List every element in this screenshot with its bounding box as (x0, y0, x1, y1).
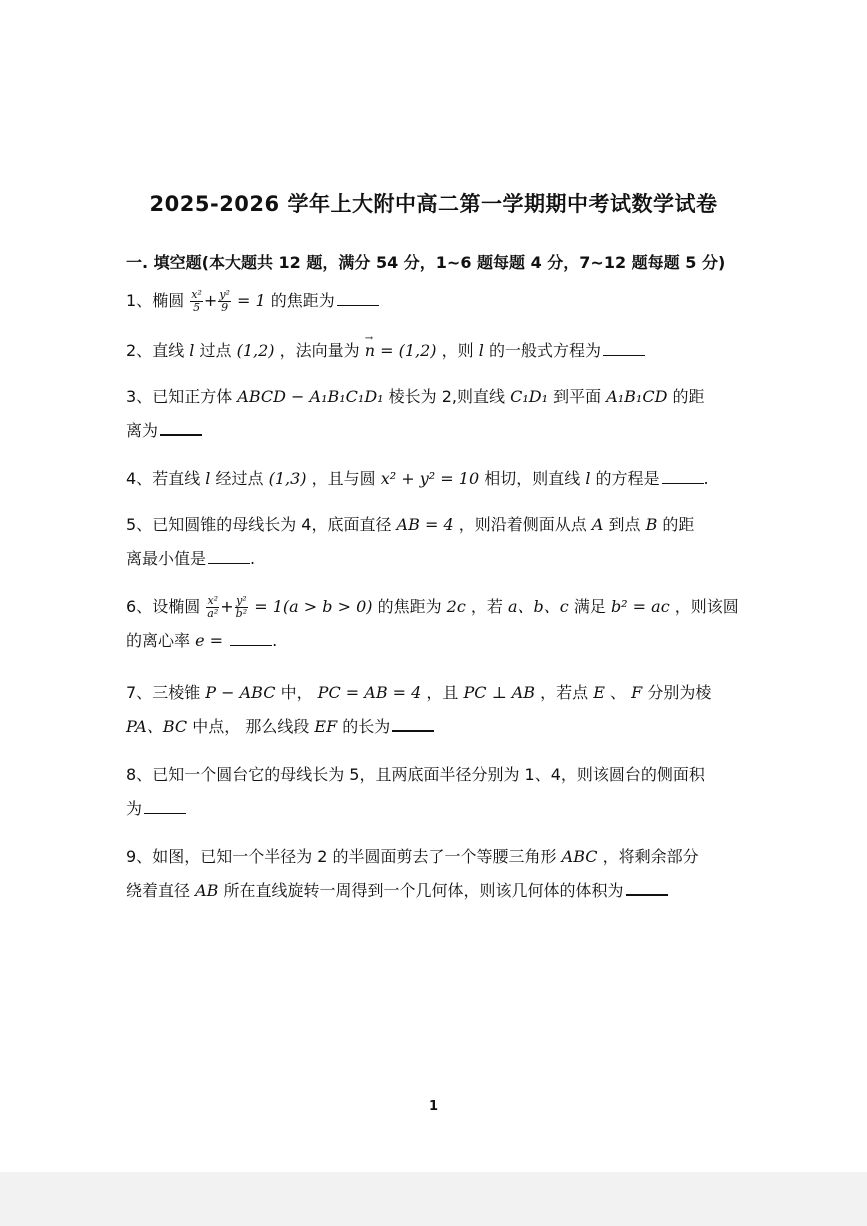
question-6: 6、设椭圆 $\frac{\text{x²}}{\text{a²}}$ + $\frac{\text{y²}}{\text{b²}}$ = 1(a > b > 0) 的焦距为 2c ，若 a、b、c 满足 b² = ac ，则该圆 的离心率 e = . (126, 594, 739, 650)
answer-blank (144, 799, 186, 814)
answer-blank (603, 341, 645, 356)
section-heading: 一. 填空题(本大题共 12 题，满分 54 分，1~6 题每题 4 分，7~12 题每题 5 分) (126, 253, 726, 272)
question-1: 1、椭圆 $\frac{\text{x²}}{5}$ + $\frac{\text{y²}}{9}$ = 1 的焦距为 (126, 284, 746, 318)
fraction-x2-5: $\frac{\text{x²}}{5}$ (191, 288, 202, 314)
answer-blank (230, 631, 272, 646)
fraction-y2-9: $\frac{\text{y²}}{9}$ (219, 288, 230, 314)
answer-blank (626, 880, 668, 896)
question-7: 7、三棱锥 P − ABC 中， PC = AB = 4 ，且 PC ⊥ AB ，若点 E 、 F 分别为棱 PA、BC 中点， 那么线段 EF 的长为 (126, 683, 712, 736)
answer-blank (662, 469, 704, 484)
fraction-x2-a2: $\frac{\text{x²}}{\text{a²}}$ (207, 594, 219, 620)
question-3: 3、已知正方体 ABCD − A₁B₁C₁D₁ 棱长为 2,则直线 C₁D₁ 到平面 A₁B₁CD 的距 离为 (126, 387, 705, 440)
page-number: 1 (428, 1099, 439, 1114)
question-2: 2、直线 l 过点 (1,2) ，法向量为 → n = (1,2) ，则 l 的一般式方程为 (126, 334, 746, 368)
answer-blank (160, 420, 202, 436)
answer-blank (208, 549, 250, 564)
fraction-y2-b2: $\frac{\text{y²}}{\text{b²}}$ (235, 594, 248, 620)
answer-blank (337, 291, 379, 306)
question-8: 8、已知一个圆台它的母线长为 5，且两底面半径分别为 1、4，则该圆台的侧面积 为 (126, 765, 705, 818)
question-4: 4、若直线 l 经过点 (1,3) ，且与圆 x² + y² = 10 相切，则直线 l 的方程是 . (126, 469, 709, 488)
answer-blank (392, 716, 434, 732)
question-5: 5、已知圆锥的母线长为 4，底面直径 AB = 4 ，则沿着侧面从点 A 到点 B 的距 离最小值是 . (126, 515, 695, 568)
page-title: 2025-2026 学年上大附中高二第一学期期中考试数学试卷 (149, 192, 718, 216)
normal-vector-n: → n (365, 334, 375, 368)
question-9: 9、如图，已知一个半径为 2 的半圆面剪去了一个等腰三角形 ABC ，将剩余部分 绕着直径 AB 所在直线旋转一周得到一个几何体，则该几何体的体积为 (126, 847, 699, 900)
viewer-bottom-margin (0, 1172, 867, 1226)
